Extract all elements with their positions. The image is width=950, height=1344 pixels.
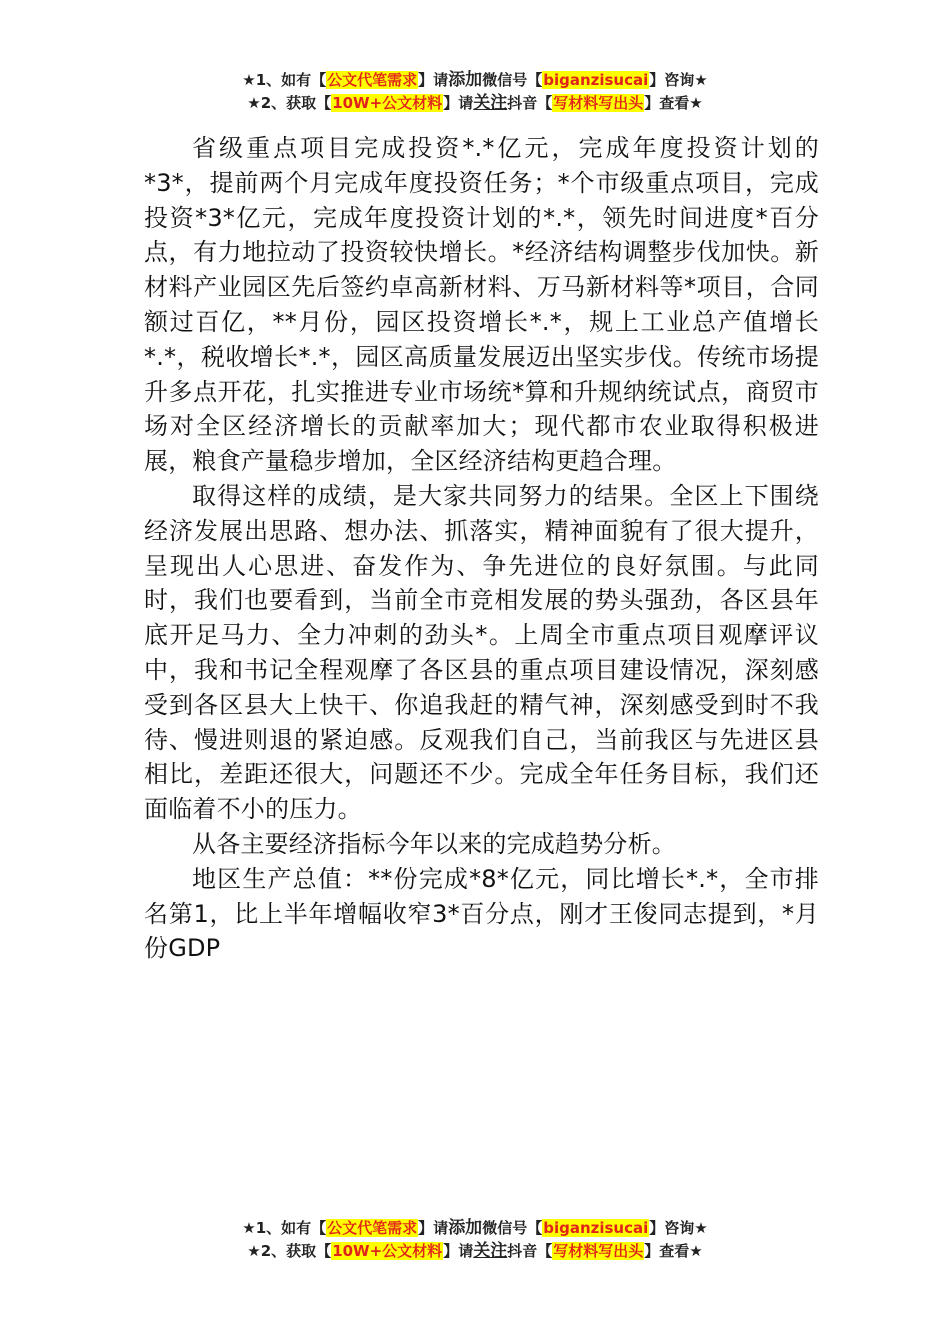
highlight-douyin: 写材料写出头 [553,1242,644,1260]
highlight-service: 公文代笔需求 [327,1219,418,1237]
banner-line-1: ★1、如有【公文代笔需求】请添加微信号【biganzisucai】咨询★ [242,1218,708,1238]
highlight-douyin: 写材料写出头 [553,94,644,112]
highlight-materials: 10W+公文材料 [332,94,443,112]
header-banner [0,69,950,115]
document-body [144,131,819,966]
banner-line-1: ★1、如有【公文代笔需求】请添加微信号【biganzisucai】咨询★ [242,70,708,90]
banner-line-2: ★2、获取【10W+公文材料】请关注抖音【写材料写出头】查看★ [247,1241,703,1261]
banner-line-2: ★2、获取【10W+公文材料】请关注抖音【写材料写出头】查看★ [247,93,703,113]
paragraph: 取得这样的成绩，是大家共同努力的结果。全区上下围绕经济发展出思路、想办法、抓落实，精神面貌有了很大提升，呈现出人心思进、奋发作为、争先进位的良好氛围。与此同时，我们也要看到，当前全市竞相发展的势头强劲，各区县年底开足马力、全力冲刺的劲头*。上周全市重点项目观摩评议中，我和书记全程观摩了各区县的重点项目建设情况，深刻感受到各区县大上快干、你追我赶的精气神，深刻感受到时不我待、慢进则退的紧迫感。反观我们自己，当前我区与先进区县相比，差距还很大，问题还不少。完成全年任务目标，我们还面临着不小的压力。 [144,481,819,824]
paragraph: 地区生产总值：**份完成*8*亿元，同比增长*.*，全市排名第1，比上半年增幅收窄3*百分点，刚才王俊同志提到，*月份GDP [144,864,819,963]
highlight-wechat-id: biganzisucai [543,1219,649,1237]
highlight-service: 公文代笔需求 [327,71,418,89]
paragraph: 省级重点项目完成投资*.*亿元，完成年度投资计划的*3*，提前两个月完成年度投资任务；*个市级重点项目，完成投资*3*亿元，完成年度投资计划的*.*，领先时间进度*百分点，有力地拉动了投资较快增长。*经济结构调整步伐加快。新材料产业园区先后签约卓高新材料、万马新材料等*项目，合同额过百亿，**月份，园区投资增长*.*，规上工业总产值增长*.*，税收增长*.*，园区高质量发展迈出坚实步伐。传统市场提升多点开花，扎实推进专业市场统*算和升规纳统试点，商贸市场对全区经济增长的贡献率加大；现代都市农业取得积极进展，粮食产量稳步增加，全区经济结构更趋合理。 [144,134,819,476]
highlight-materials: 10W+公文材料 [332,1242,443,1260]
paragraph: 从各主要经济指标今年以来的完成趋势分析。 [192,829,676,858]
highlight-wechat-id: biganzisucai [543,71,649,89]
footer-banner [0,1217,950,1263]
